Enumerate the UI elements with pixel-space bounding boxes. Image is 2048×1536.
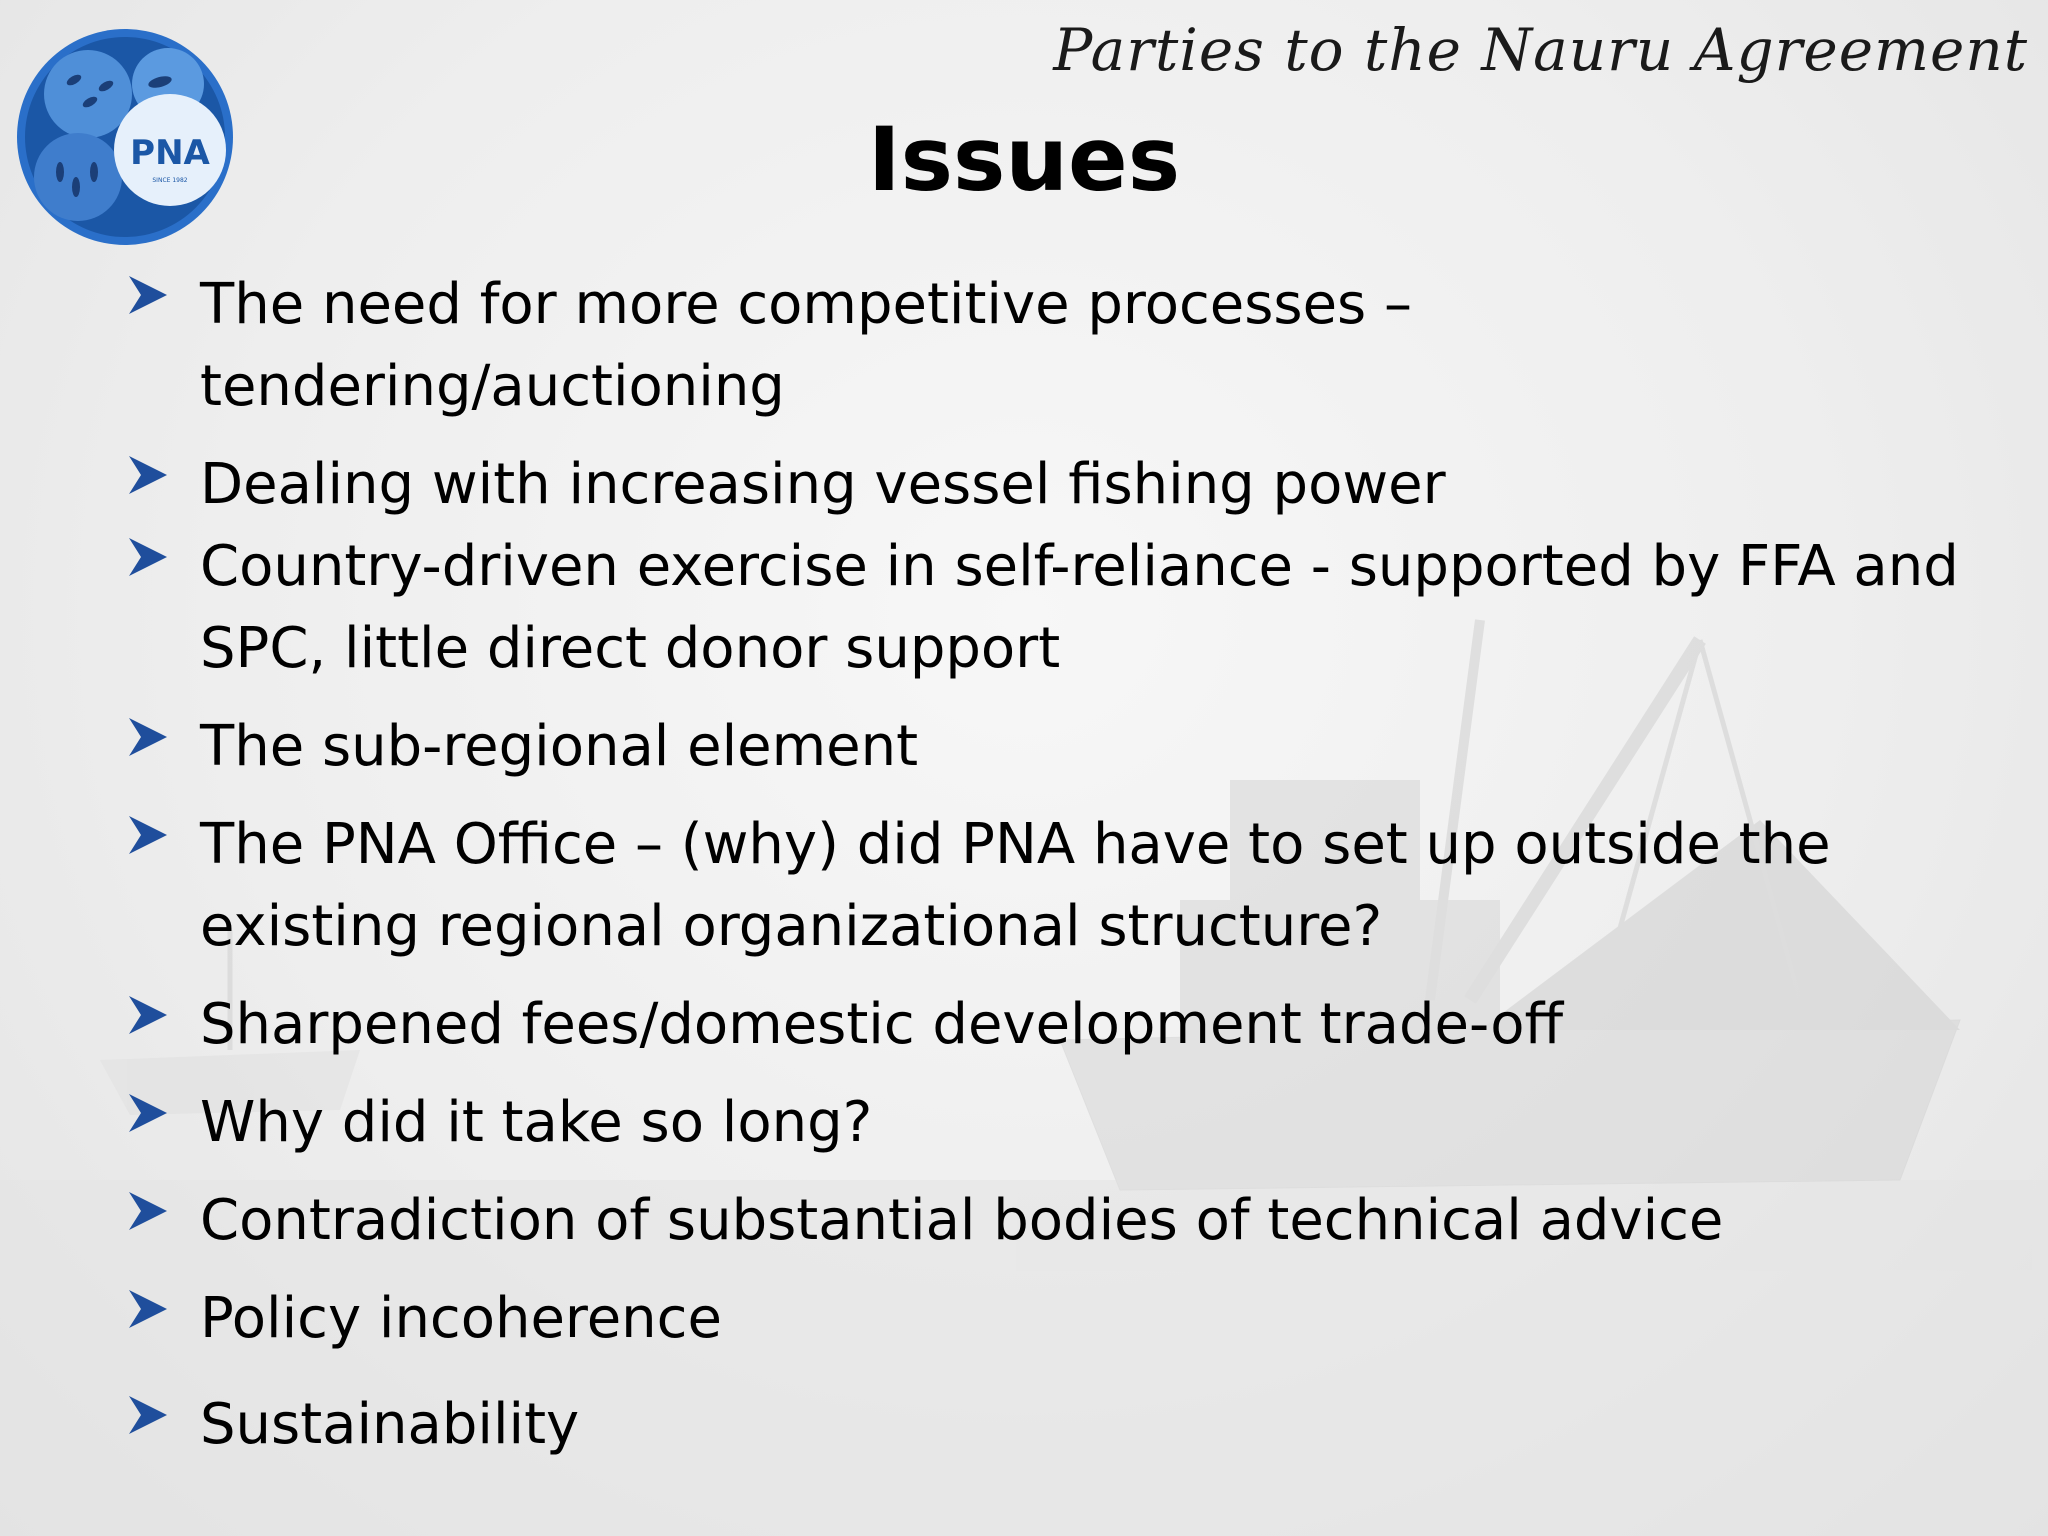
bullet-text: Sharpened fees/domestic development trade-off [200,992,1564,1057]
bullet-text: The need for more competitive processes – tendering/auctioning [200,272,1413,419]
chevron-arrow-icon [125,1188,171,1234]
bullet-text: Contradiction of substantial bodies of technical advice [200,1188,1724,1253]
bullet-text: Policy incoherence [200,1286,722,1351]
chevron-arrow-icon [125,714,171,760]
bullet-text: The sub-regional element [200,714,919,779]
org-name: Parties to the Nauru Agreement [1053,16,2028,84]
chevron-arrow-icon [125,452,171,498]
chevron-arrow-icon [125,534,171,580]
chevron-arrow-icon [125,1392,171,1438]
bullet-text: Sustainability [200,1392,580,1457]
chevron-arrow-icon [125,812,171,858]
bullet-text: Why did it take so long? [200,1090,873,1155]
chevron-arrow-icon [125,992,171,1038]
chevron-arrow-icon [125,1090,171,1136]
logo-text: PNA [130,133,210,173]
bullet-text: The PNA Office – (why) did PNA have to set up outside the existing regional organizational structure? [200,812,1831,959]
chevron-arrow-icon [125,1286,171,1332]
bullet-text: Dealing with increasing vessel fishing power [200,452,1446,517]
logo-since: SINCE 1982 [152,177,188,184]
bullet-text: Country-driven exercise in self-reliance - supported by FFA and SPC, little direct donor support [200,534,1959,681]
chevron-arrow-icon [125,272,171,318]
slide-title: Issues [867,108,1181,211]
